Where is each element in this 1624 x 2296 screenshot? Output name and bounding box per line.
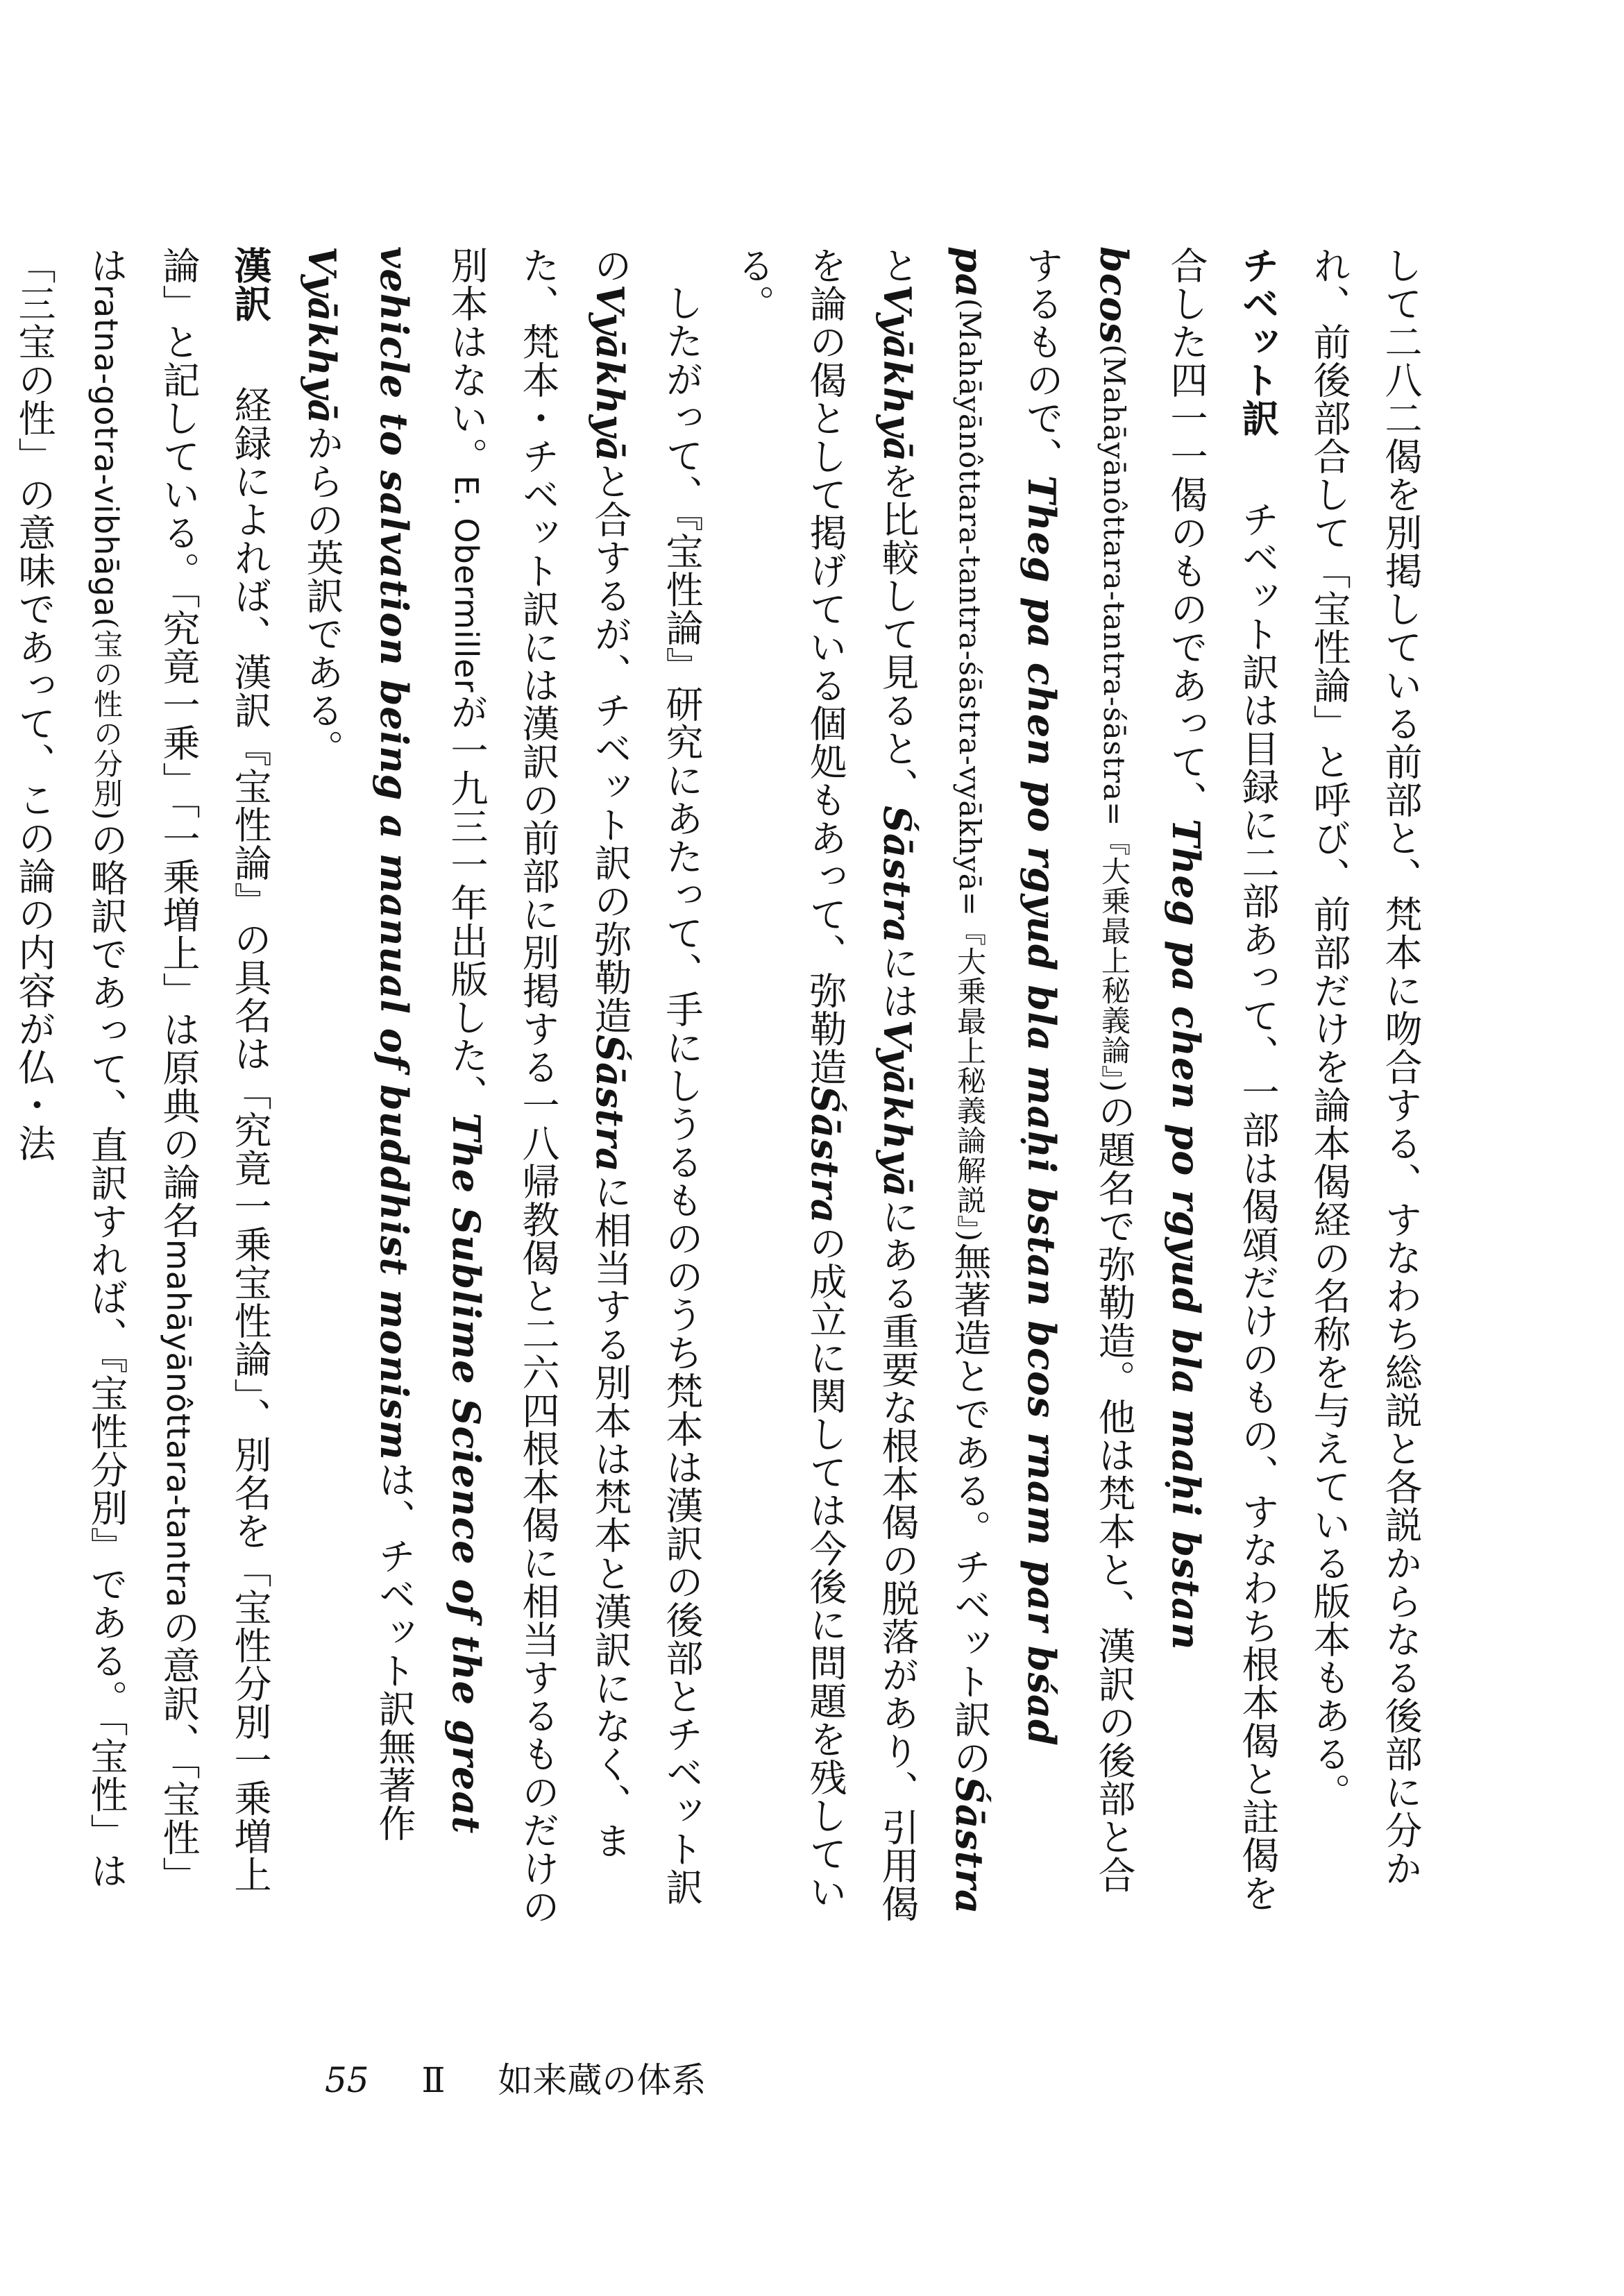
chinese-text-3: の略訳であって、直訳すれば、『宝性分別』である。「宝性」は「三宝の性」の意味であって、この論の内容が仏・法 <box>12 246 128 1890</box>
tibetan-term-sastra-3: Śāstra <box>803 1086 847 1224</box>
paragraph-intro-text: して二八二偈を別掲している前部と、梵本に吻合する、すなわち総説と各説からなる後部に分かれ、前後部合して「宝性論」と呼び、前部だけを論本偈経の名称を与えている版本もある。 <box>1308 246 1423 1887</box>
tibetan-text-6: には <box>876 943 920 1020</box>
tibetan-text-4: と <box>876 246 920 284</box>
research-text-4: が一九三一年出版した、 <box>445 692 489 1113</box>
chapter-title: 如来蔵の体系 <box>498 2060 707 2100</box>
page-number: 55 <box>325 2060 369 2100</box>
research-book-title: The Sublime Science of the great vehicle to salvation being a manual of buddhist monism <box>372 246 489 1835</box>
research-text-5: は、チベット訳無著作 <box>373 1460 416 1842</box>
research-term-sastra: Śāstra <box>588 1035 632 1173</box>
tibetan-note-2: (Mahāyānôttara-tantra-śāstra-vyākhyā=『大乗最上秘義論解説』) <box>953 298 987 1243</box>
paragraph-research <box>286 246 718 1925</box>
tibetan-text-3: 無著造とである。チベット訳の <box>948 1242 992 1777</box>
tibetan-term-sastra-1: Śāstra <box>947 1776 992 1915</box>
chinese-term-1: mahāyānôttara-tantra <box>160 1239 197 1608</box>
research-text-2: と合するが、チベット訳の弥勒造 <box>589 462 632 1035</box>
tibetan-term-sastra-2: Śāstra <box>875 806 920 944</box>
tibetan-text-1: チベット訳は目録に二部あって、一部は偈頌だけのもの、すなわち根本偈と註偈を合した四一一偈のものであって、 <box>1165 246 1280 1912</box>
paragraph-tibetan <box>718 246 1294 1925</box>
tibetan-text-8: の成立に関しては今後に問題を残している。 <box>731 246 847 1911</box>
section-heading-tibetan: チベット訳 <box>1236 246 1280 437</box>
research-text-3: に相当する別本は梵本と漢訳になく、また、梵本・チベット訳には漢訳の前部に別掲する一八帰教偈と二六四根本偈に相当するものだけの別本はない。 <box>445 246 632 1925</box>
chinese-term-2: ratna-gotra-vibhāga <box>87 284 125 618</box>
research-text-1: したがって、『宝性論』研究にあたって、手にしうるもののうち梵本は漢訳の後部とチベット訳の <box>589 246 704 1906</box>
tibetan-title-1: Theg pa chen po rgyud bla maḥi bstan bcos <box>1092 246 1208 1651</box>
page-footer <box>325 2052 747 2102</box>
paragraph-intro <box>1294 246 1437 1925</box>
chinese-note-1: (宝の性の分別) <box>90 617 124 821</box>
chapter-number: Ⅱ <box>421 2060 446 2100</box>
research-term-vyakhya-2: Vyākhyā <box>300 246 344 425</box>
tibetan-text-2: の題名で弥勒造。他は梵本と、漢訳の後部と合するもので、 <box>1020 246 1136 1894</box>
section-heading-chinese: 漢訳 <box>228 246 272 323</box>
tibetan-text-7: にある重要な根本偈の脱落があり、引用偈を論の偈として掲げている個処もあって、弥勒造 <box>804 246 920 1923</box>
vertical-text-block <box>12 246 1437 1925</box>
research-term-vyakhya: Vyākhyā <box>588 284 632 463</box>
tibetan-text-5: を比較して見ると、 <box>876 462 920 806</box>
tibetan-term-vyakhya-1: Vyākhyā <box>875 284 920 463</box>
chinese-text-1: 経録によれば、漢訳『宝性論』の具名は「究竟一乗宝性論」、別名を「宝性分別一乗増上論」と記している。「究竟一乗」「一乗増上」は原典の論名 <box>157 246 272 1894</box>
paragraph-chinese <box>0 246 286 1925</box>
research-author: E. Obermiller <box>448 475 485 693</box>
tibetan-title-2: Theg pa chen po rgyud bla maḥi bstan bcos rnam par bśad pa <box>947 246 1064 1746</box>
research-text-6: からの英訳である。 <box>301 424 344 768</box>
chinese-text-2: の意訳、「宝性」は <box>85 246 201 1895</box>
tibetan-term-vyakhya-2: Vyākhyā <box>875 1019 920 1198</box>
tibetan-note-1: (Mahāyānôttara-tantra-śāstra=『大乗最上秘義論』) <box>1097 344 1131 1093</box>
